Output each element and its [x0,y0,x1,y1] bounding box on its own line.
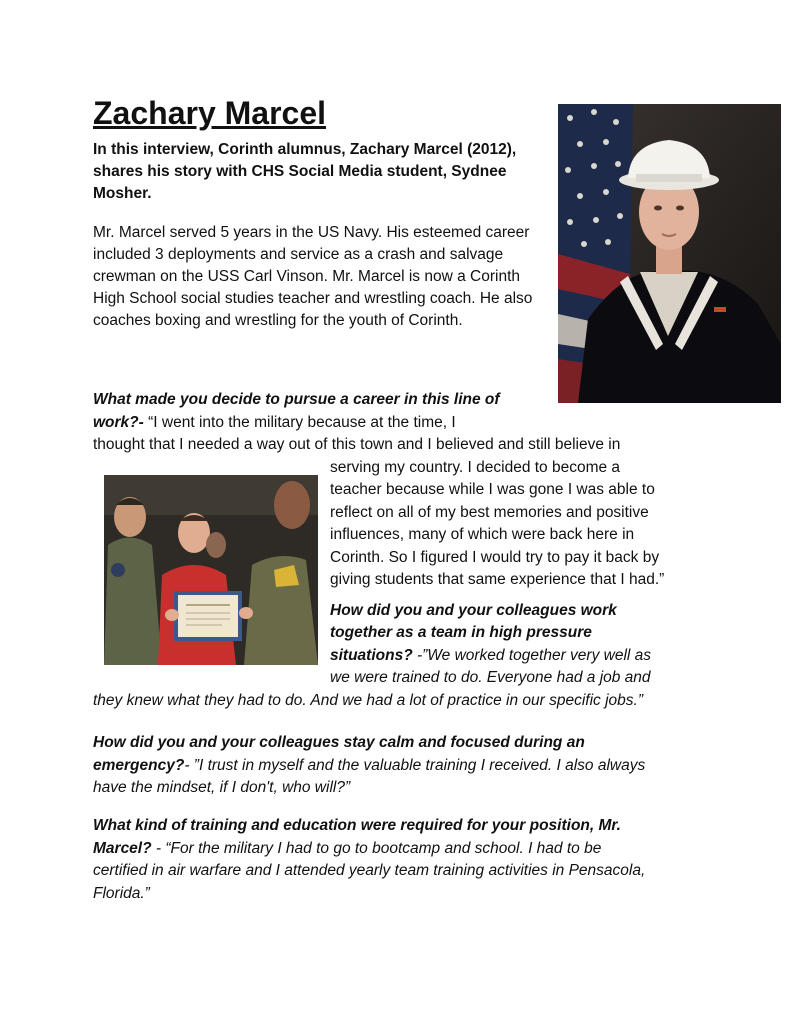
answer-teamwork-line: -”We worked together very well as [416,646,652,664]
question-teamwork: How did you and your colleagues work [330,601,617,619]
answer-career-line: thought that I needed a way out of this town and I believed and still believe in [93,436,621,453]
answer-career-line: serving my country. I decided to become a [330,458,621,476]
question-training: What kind of training and education were required for your position, Mr. [93,817,621,834]
answer-career-line: Corinth. So I figured I would try to pay it back by [330,548,660,566]
question-career-cont: work?- [93,413,149,431]
question-training-cont: Marcel? [93,839,156,857]
answer-calm-line: have the mindset, if I don't, who will?” [93,779,351,796]
navy-portrait-photo [558,104,781,403]
answer-career-line: influences, many of which were back here in [330,526,635,543]
question-teamwork-cont: situations? [330,646,417,664]
answer-training-line: Florida.” [93,884,150,902]
qa-career-section [93,389,703,712]
qa-training-section [93,815,703,905]
answer-teamwork-line: they knew what they had to do. And we had a lot of practice in our specific jobs.” [93,691,643,709]
sailor-portrait-icon [558,104,781,403]
intro-paragraph: In this interview, Corinth alumnus, Zachary Marcel (2012), shares his story with CHS Social Media student, Sydnee Mosher. [93,141,517,202]
bio-paragraph: Mr. Marcel served 5 years in the US Navy. His esteemed career included 3 deployments and service as a crash and salvage crewman on the USS Carl Vinson. Mr. Marcel is now a Corinth High School social studies teacher and wrestling coach. He also coaches boxing and wrestling for the youth of Corinth. [93,224,533,329]
page-title: Zachary Marcel [93,95,327,131]
qa-calm-section [93,732,703,800]
answer-training-line: - “For the military I had to go to bootcamp and school. I had to be [155,839,602,857]
question-calm-cont: emergency? [93,756,185,774]
answer-career-line: giving students that same experience that I had.” [330,571,665,588]
answer-calm-line: - ”I trust in myself and the valuable training I received. I also always [184,756,646,774]
answer-teamwork-line: we were trained to do. Everyone had a job and [330,669,651,686]
answer-career-line: teacher because while I was gone I was able to [330,481,655,498]
question-calm: How did you and your colleagues stay calm and focused during an [93,734,585,751]
question-teamwork-cont: together as a team in high pressure [330,624,592,641]
answer-career-line: “I went into the military because at the time, I [148,413,456,431]
answer-career-line: reflect on all of my best memories and positive [330,503,649,521]
question-career: What made you decide to pursue a career in this line of [93,391,500,408]
answer-training-line: certified in air warfare and I attended yearly team training activities in Pensacola, [93,862,646,879]
